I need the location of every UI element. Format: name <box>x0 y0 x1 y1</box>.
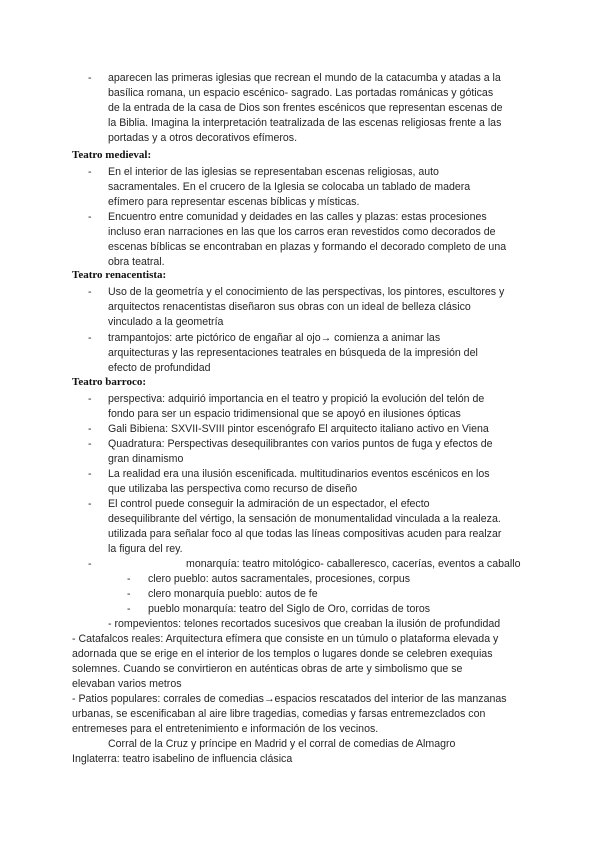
renacentista-b2-line-3: efecto de profundidad <box>108 362 211 374</box>
patios-line-2: urbanas, se escenificaban al aire libre tragedias, comedias y farsas entremezclados con <box>72 708 486 720</box>
barroco-b5-line-1: El control puede conseguir la admiración de un espectador, el efecto <box>108 498 430 510</box>
bullet-marker: - <box>88 72 92 84</box>
barroco-b5-line-3: utilizada para señalar foco al que todas las líneas compositivas acuden para realzar <box>108 528 502 540</box>
medieval-b2-line-3: escenas bíblicas se encontraban en plazas y formando el decorado completo de una <box>108 241 507 253</box>
barroco-b1-line-1: perspectiva: adquirió importancia en el teatro y propició la evolución del telón de <box>108 393 485 405</box>
intro-line-3: de la entrada de la casa de Dios son frentes escénicos que representan escenas de <box>108 102 503 114</box>
barroco-b2-line-1: Gali Bibiena: SXVII-SVIII pintor escenógrafo El arquitecto italiano activo en Viena <box>108 423 489 435</box>
subbullet-marker: - <box>127 603 131 615</box>
barroco-b3-line-1: Quadratura: Perspectivas desequilibrantes con varios puntos de fuga y efectos de <box>108 438 493 450</box>
catafalcos-line-1: - Catafalcos reales: Arquitectura efímera que consiste en un túmulo o plataforma elevada y <box>72 633 499 645</box>
bullet-marker: - <box>88 423 92 435</box>
intro-line-4: la Biblia. Imagina la interpretación teatralizada de las escenas religiosas frente a las <box>108 117 502 129</box>
barroco-b5-line-4: la figura del rey. <box>108 543 183 555</box>
patios-line-3: entremeses para el entretenimiento e información de los vecinos. <box>72 723 379 735</box>
renacentista-b1-line-2: arquitectos renacentistas diseñaron sus obras con un ideal de belleza clásico <box>108 301 471 313</box>
medieval-b1-line-2: sacramentales. En el crucero de la Iglesia se colocaba un tablado de madera <box>108 181 471 193</box>
bullet-marker: - <box>88 332 92 344</box>
barroco-b5-line-2: desequilibrante del vértigo, la sensación de monumentalidad vinculada a la realeza. <box>108 513 501 525</box>
bullet-marker: - <box>88 558 92 570</box>
intro-line-2: basílica romana, un espacio escénico- sagrado. Las portadas románicas y góticas <box>108 87 494 99</box>
barroco-b1-line-2: fondo para ser un espacio tridimensional que se apoyó en ilusiones ópticas <box>108 408 461 420</box>
barroco-b4-line-2: que utilizaba las perspectiva como recurso de diseño <box>108 483 358 495</box>
catafalcos-line-4: elevaban varios metros <box>72 678 182 690</box>
medieval-b1-line-1: En el interior de las iglesias se representaban escenas religiosas, auto <box>108 166 439 178</box>
medieval-b2-line-4: obra teatral. <box>108 256 165 268</box>
medieval-b2-line-2: incluso eran narraciones en las que los carros eran revestidos como decorados de <box>108 226 496 238</box>
bullet-marker: - <box>88 498 92 510</box>
subbullet-clero-monarquia-pueblo: clero monarquía pueblo: autos de fe <box>148 588 318 600</box>
renacentista-b2-line-1: trampantojos: arte pictórico de engañar al ojo→ comienza a animar las <box>108 332 441 344</box>
rompevientos-line: - rompevientos: telones recortados sucesivos que creaban la ilusión de profundidad <box>108 618 501 630</box>
subbullet-marker: - <box>127 573 131 585</box>
intro-line-5: portadas y a otros decorativos efímeros. <box>108 132 298 144</box>
bullet-marker: - <box>88 468 92 480</box>
bullet-marker: - <box>88 211 92 223</box>
subbullet-clero-pueblo: clero pueblo: autos sacramentales, procesiones, corpus <box>148 573 411 585</box>
bullet-marker: - <box>88 286 92 298</box>
bullet-marker: - <box>88 438 92 450</box>
medieval-b2-line-1: Encuentro entre comunidad y deidades en las calles y plazas: estas procesiones <box>108 211 487 223</box>
bullet-marker: - <box>88 393 92 405</box>
catafalcos-line-2: adornada que se erige en el interior de los templos o lugares donde se celebren exequias <box>72 648 493 660</box>
heading-teatro-barroco: Teatro barroco: <box>72 376 147 388</box>
barroco-b4-line-1: La realidad era una ilusión escenificada. multitudinarios eventos escénicos en los <box>108 468 490 480</box>
bullet-marker: - <box>88 166 92 178</box>
renacentista-b2-line-2: arquitecturas y las representaciones teatrales en búsqueda de la impresión del <box>108 347 478 359</box>
patios-corral-line: Corral de la Cruz y príncipe en Madrid y el corral de comedias de Almagro <box>108 738 456 750</box>
renacentista-b1-line-3: vinculado a la geometría <box>108 316 224 328</box>
intro-line-1: aparecen las primeras iglesias que recrean el mundo de la catacumba y atadas a la <box>108 72 501 84</box>
catafalcos-line-3: solemnes. Cuando se convirtieron en auténticas obras de arte y simbolismo que se <box>72 663 463 675</box>
renacentista-b1-line-1: Uso de la geometría y el conocimiento de las perspectivas, los pintores, escultores y <box>108 286 505 298</box>
patios-inglaterra-line: Inglaterra: teatro isabelino de influencia clásica <box>72 753 293 765</box>
subbullet-marker: - <box>127 588 131 600</box>
heading-teatro-renacentista: Teatro renacentista: <box>72 269 167 281</box>
patios-line-1: - Patios populares: corrales de comedias→espacios rescatados del interior de las manzanas <box>72 693 507 705</box>
barroco-b6-line-1: monarquía: teatro mitológico- caballeresco, cacerías, eventos a caballo <box>186 558 521 570</box>
subbullet-pueblo-monarquia: pueblo monarquía: teatro del Siglo de Oro, corridas de toros <box>148 603 431 615</box>
barroco-b3-line-2: gran dinamismo <box>108 453 184 465</box>
heading-teatro-medieval: Teatro medieval: <box>72 149 152 161</box>
medieval-b1-line-3: efímero para representar escenas bíblicas y místicas. <box>108 196 360 208</box>
